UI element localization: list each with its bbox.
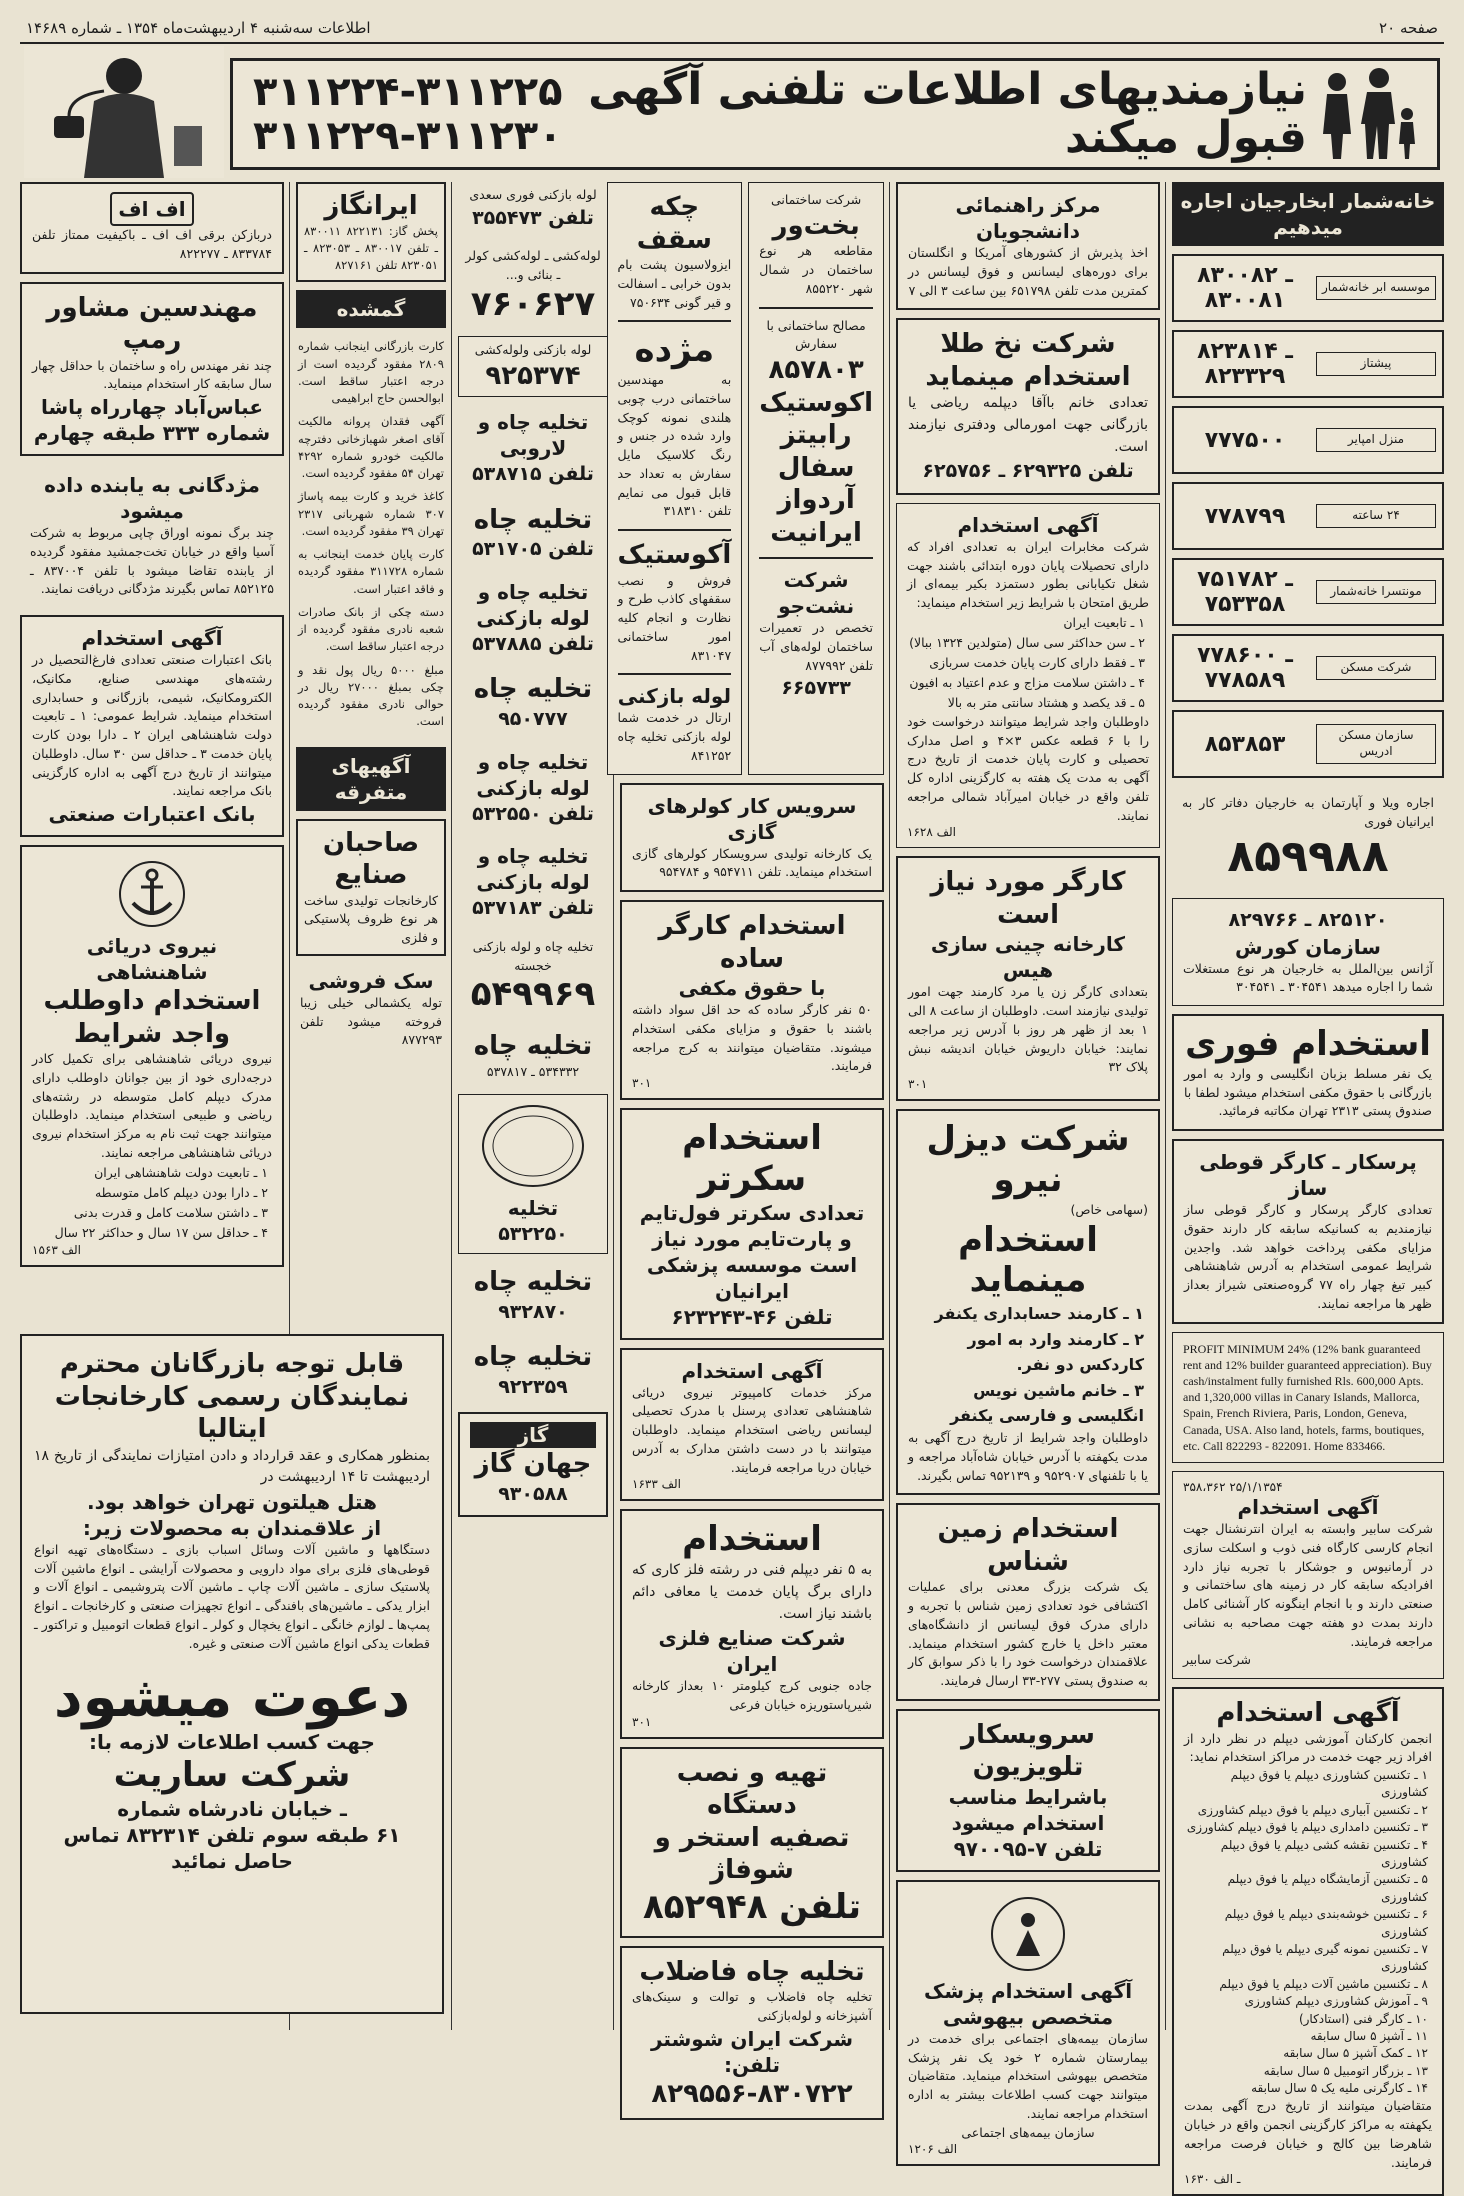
- divider: [759, 307, 873, 309]
- jahan-gas-ad: [458, 1412, 608, 1517]
- agency-box: [1172, 710, 1444, 778]
- rent-villa-text: اجاره ویلا و آپارتمان به خارجیان دفاتر کار به ایرانیان فوری: [1182, 795, 1434, 829]
- banner-phones-line-1: ۳۱۱۲۲۴-۳۱۱۲۲۵: [253, 69, 563, 115]
- profit-ad: [1172, 1332, 1444, 1463]
- banner-phones: [253, 70, 563, 158]
- boiler-ad: [620, 1747, 884, 1938]
- plumbing-item: [458, 182, 608, 235]
- worker-needed-sub: کارخانه چینی سازی هیس: [930, 932, 1126, 983]
- column-rule: [1165, 182, 1166, 2030]
- computer-hire-ad: [620, 1348, 884, 1502]
- sewer-title: تخلیه چاه فاضلاب: [639, 1956, 865, 1987]
- rent-villa-ad: [1172, 786, 1444, 890]
- list-item: ۳ ـ داشتن سلامت کامل و قدرت بدنی: [73, 1204, 268, 1220]
- list-item: ۱۱ ـ آشپز ۵ سال سابقه: [1310, 2028, 1428, 2043]
- notice-intro: از علاقمندان به محصولات زیر:: [82, 1515, 382, 1540]
- navy-title: نیروی دریائی شاهنشاهی: [86, 934, 218, 984]
- computer-hire-title: آگهی استخدام: [681, 1358, 823, 1383]
- divider: [618, 529, 732, 531]
- gas-phone: ۹۳۰۵۸۸: [498, 1482, 568, 1505]
- students-center-title: مرکز راهنمائی دانشجویان: [955, 193, 1101, 243]
- tech-hire-address: جاده جنوبی کرج کیلومتر ۱۰ بعداز کارخانه شیرپاستوریزه خیابان فرعی: [632, 1678, 872, 1712]
- plumbing-phone: ۹۲۲۳۵۹: [498, 1375, 568, 1398]
- sabir-sign: شرکت سابیر: [1183, 1652, 1251, 1668]
- agency-name: ۲۴ ساعته: [1316, 504, 1436, 528]
- diesel-nirou-hiring: استخدام مینماید: [958, 1219, 1098, 1301]
- navy-head: استخدام داوطلب واجد شرایط: [43, 986, 261, 1049]
- banner-title: نیازمندیهای اطلاعات تلفنی آگهی قبول میکند: [588, 63, 1307, 163]
- list-item: ۱۳ ـ بزرگار اتومبیل ۵ سال سابقه: [1263, 2063, 1428, 2078]
- column-6: [20, 182, 284, 1257]
- list-item: ۳ ـ تکنسین دامداری دیپلم یا فوق دیپلم کشاورزی: [1186, 1820, 1428, 1835]
- computer-hire-text: مرکز خدمات کامپیوتر نیروی دریائی شاهنشاهی تعدادی پرسنل با مدرک تحصیلی لیسانس ریاضی استخدام مینماید. داوطلبان میتوانند با در دست داشتن مدارک به آدرس خیابان دریا مراجعه فرمایند.: [632, 1384, 872, 1475]
- agri-hire-list: [1184, 1767, 1432, 2097]
- reward-ad: [20, 464, 284, 607]
- boiler-sub: تصفیه استخر و شوفاژ: [654, 1822, 850, 1886]
- takhlieh-label: تخلیه: [507, 1195, 559, 1220]
- agri-hire-ref: ۱۶۳۰ ـ الف: [1184, 2172, 1241, 2187]
- list-item: ۹ ـ آموزش کشاورزی دیپلم کشاورزی: [1244, 1994, 1428, 2009]
- geologist-text: یک شرکت بزرگ معدنی برای عملیات اکتشافی خود تعدادی زمین شناس با تجربه و دارای مدرک فوق لیسانس از دانشگاه‌های معتبر داخل یا خارج کشور استخدام مینماید. علاقمندان درخواست خود را با ذکر سوابق کار به صندوق پستی ۲۷۷-۳۳ ارسال فرمایند.: [908, 1579, 1148, 1689]
- column-4: [458, 182, 608, 2030]
- agency-name: سازمان مسکن ادریس: [1316, 724, 1436, 763]
- gold-thread-text: تعدادی خانم باآقا دیپلمه ریاضی یا بازرگانی جهت امورمالی ودفتری نیازمند است.: [908, 395, 1148, 455]
- simple-worker-sub: با حقوق مکفی: [678, 976, 826, 1001]
- sabir-ad: [1172, 1471, 1444, 1679]
- plumbing-item: [458, 336, 608, 397]
- plumbing-phone: تلفن ۵۳۷۸۸۵: [472, 632, 594, 655]
- kourosh-title: سازمان کورش: [1235, 934, 1381, 959]
- list-item: ۴ ـ تکنسین نقشه کشی دیپلم یا فوق دیپلم کشاورزی: [1220, 1837, 1428, 1869]
- plumbing-title: تخلیه چاه: [473, 1031, 593, 1062]
- agency-phone: ۷۵۱۷۸۲ ـ ۷۵۳۳۵۸: [1197, 567, 1293, 617]
- tv-repair-text: باشرایط مناسب استخدام میشود: [948, 1784, 1108, 1835]
- tech-hire-ref: ۳۰۱: [632, 1714, 652, 1729]
- dog-sale-ad: [296, 964, 446, 1054]
- urgent-hire-text: یک نفر مسلط بزبان انگلیسی و وارد به امور بازرگانی با حقوق مکفی استخدام میشود لطفا با صندوق پستی ۲۳۱۳ تهران مکاتبه فرمائید.: [1184, 1065, 1432, 1119]
- plumbing-phone: تلفن ۵۳۸۷۱۵: [472, 463, 594, 486]
- list-item: ۳ ـ خانم ماشین نویس انگلیسی و فارسی یکنفر: [950, 1380, 1144, 1426]
- ff-doorbell-text: دربازکن برقی اف اف ـ باکیفیت ممتاز تلفن ۸۳۳۷۸۴ ـ ۸۲۲۲۷۷: [32, 227, 272, 261]
- rent-villa-phone: ۸۵۹۹۸۸: [1227, 830, 1389, 882]
- divider: [759, 557, 873, 559]
- column-1: [1172, 182, 1444, 2187]
- tech-hire-company: شرکت صنایع فلزی ایران: [658, 1626, 846, 1677]
- profit-text: PROFIT MINIMUM 24% (12% bank guaranteed rent and 12% builder guaranteed appreciation). Buy cash/instalment fully furnished Rls. 600,000 Apts. and 1,320,000 villas in Canary Islands, Mallorca, Spain, French Riviera, Paris, London, Geneva, Canada, USA. Also land, hotels, farms, boutiques, etc. Call 822293 - 822091. Home 833466.: [1183, 1341, 1432, 1453]
- plumbing-title: تخلیه چاه: [473, 504, 593, 535]
- telecom-hire-ad: [896, 503, 1160, 849]
- page-number: صفحه ۲۰: [1379, 19, 1438, 37]
- plumbing-title: تخلیه چاه و لوله بازکنی خجسته: [472, 938, 594, 973]
- computer-hire-ref: الف ۱۶۳۳: [632, 1477, 682, 1492]
- list-item: ۱ ـ کارمند حسابداری یکنفر: [934, 1304, 1144, 1324]
- simple-worker-ad: [620, 900, 884, 1100]
- telecom-hire-list: [907, 613, 1149, 713]
- simple-worker-text: ۵۰ نفر کارگر ساده که حد اقل سواد داشته باشند با حقوق و مزایای مکفی استخدام میشوند. متقاضیان میتوانند به کرج مراجعه فرمایند.: [632, 1002, 872, 1074]
- sewer-phone: ۸۲۹۵۵۶-۸۳۰۷۲۲: [651, 2078, 853, 2109]
- plumbing-item: [458, 934, 608, 1019]
- list-item: ۲ ـ کارمند وارد به امور کاردکس دو نفر.: [967, 1329, 1144, 1375]
- lost-header-text: گمشده: [336, 297, 406, 322]
- notice-company: شرکت ساریت: [113, 1754, 351, 1795]
- agri-hire-footer: متقاضیان میتوانند از تاریخ درج آگهی بمدت یکهفته به مراکز کارگزینی انجمن واقع در خیابان شاهرضا بین کالج و خیابان فرصت مراجعه فرمایند.: [1184, 2098, 1432, 2170]
- worker-needed-ad: [896, 856, 1160, 1101]
- agri-hire-ad: [1172, 1687, 1444, 2196]
- list-item: ۲ ـ دارا بودن دیپلم کامل متوسطه: [94, 1184, 268, 1200]
- agency-name: مونتسرا خانه‌شمار: [1316, 580, 1436, 604]
- lost-item: کاغذ خرید و کارت بیمه پاساژ ۳۰۷ شماره شهربانی ۲۳۱۷ تهران ۳۹ مفقود گردیده است.: [298, 489, 444, 538]
- column-rule: [889, 182, 890, 2030]
- notice-contact: جهت کسب اطلاعات لازمه با:: [89, 1729, 375, 1754]
- ramp-engineers-title: مهندسین مشاور رمپ: [46, 292, 258, 355]
- gold-thread-phone: تلفن ۶۲۹۳۲۵ ـ ۶۲۵۷۵۶: [922, 460, 1134, 483]
- press-worker-ad: [1172, 1139, 1444, 1324]
- plumbing-title: تخلیه چاه و لوله بازکنی: [476, 844, 590, 895]
- nasht-text: تخصص در تعمیرات ساختمان لوله‌های آب تلفن ۸۷۷۹۹۲: [759, 620, 873, 673]
- agri-hire-intro: انجمن کارکنان آموزشی دیپلم در نظر دارد از افراد زیر جهت خدمت در مراکز استخدام نماید:: [1184, 1730, 1432, 1765]
- doctor-hire-title: آگهی استخدام پزشک متخصص بیهوشی: [923, 1978, 1133, 2029]
- irangaz-text: پخش گاز: ۸۲۲۱۳۱ ۸۳۰۰۱۱ ـ تلفن ۸۳۰۰۱۷ ـ ۸۲۳۰۵۳ ـ ۸۲۳۰۵۱ تلفن ۸۲۷۱۶۱: [304, 223, 438, 272]
- mojdeh-text: به مهندسین ساختمانی درب چوبی هلندی نمونه کوچک وارد شده در جنس و رنگ کلاسیک مایل سفارش به تعداد حد قابل قبول می نمایم تلفن ۳۱۸۳۱۰: [617, 372, 732, 519]
- press-worker-text: تعدادی کارگر پرسکار و کارگر قوطی ساز نیازمندیم به کسانیکه سابقه کار دارند حقوق مزایای مکفی پرداخت خواهد شد. واجدین شرایط عمومی استخدام به آدرس شاهنشاهی کبیر تیغ چهار راه ۷۷ گروه‌صنعتی شیراز بعداز ظهر ها مراجعه نمایند.: [1184, 1202, 1432, 1311]
- list-item: ۲ ـ سن حداکثر سی سال (متولدین ۱۳۲۴ ببالا): [909, 634, 1145, 650]
- reward-title: مژدگانی به یابنده داده میشود: [44, 473, 260, 523]
- agency-box: [1172, 558, 1444, 626]
- ramp-engineers-text: چند نفر مهندس راه و ساختمان با حداقل چهار سال سابقه کار استخدام مینماید.: [32, 357, 272, 392]
- doctor-hire-sign: سازمان بیمه‌های اجتماعی: [961, 2124, 1095, 2140]
- tv-repair-phone: تلفن ۷-۹۷۰۰۹۵: [953, 1836, 1103, 1861]
- agency-phone: ۷۷۸۶۰۰ ـ ۷۷۸۵۸۹: [1197, 643, 1293, 693]
- agency-box: [1172, 254, 1444, 322]
- plumbing-item: [458, 405, 608, 492]
- bank-hire-title: آگهی استخدام: [81, 626, 223, 650]
- sewer-ad: [620, 1946, 884, 2121]
- intl-agency-text: آژانس بین‌الملل به خارجیان هر نوع مستغلات شما را اجاره میدهد ۳۰۴۵۴۱ ـ ۳۰۴۵۴۱: [1183, 960, 1433, 995]
- bakhtvar-head: شرکت ساختمانی: [770, 192, 862, 207]
- plumbing-title: تخلیه چاه و لوله بازکنی: [476, 579, 590, 630]
- tech-hire-ad: [620, 1509, 884, 1738]
- plumbing-item: [458, 1026, 608, 1085]
- roof-leak-title: چکه سقف: [636, 192, 712, 255]
- students-center-text: اخذ پذیرش از کشورهای آمریکا و انگلستان برای دوره‌های لیسانس و فوق لیسانس در کمترین مدت تلفن ۶۵۱۷۹۸ بین ساعت ۳ الی ۷: [908, 245, 1148, 298]
- lost-item: کارت بازرگانی اینجانب شماره ۲۸۰۹ مفقود گردیده است از درجه اعتبار ساقط است. ابوالحسن حاج ابراهیمی: [298, 339, 444, 405]
- list-item: ۱ ـ تابعیت ایران: [1063, 614, 1145, 630]
- misc-header-text: آگهیهای متفرقه: [331, 753, 411, 804]
- column-3: [617, 182, 884, 2109]
- gold-thread-title: شرکت نخ طلا: [940, 329, 1116, 360]
- family-silhouette-icon: [1307, 64, 1417, 164]
- diesel-nirou-list: [908, 1301, 1148, 1429]
- sahebaan-title: صاحبان صنایع: [322, 827, 420, 890]
- mojdeh-title: مژده: [634, 330, 715, 371]
- plumbing-phone: تلفن ۵۳۷۱۸۳: [472, 897, 594, 920]
- lost-item: مبلغ ۵۰۰۰ ریال پول نقد و چکی بمبلغ ۲۷۰۰۰ ریال در حوالی نادری مفقود گردیده است.: [298, 662, 445, 729]
- irangaz-title: ایرانگاز: [324, 191, 418, 221]
- agency-name: شرکت مسکن: [1316, 656, 1436, 680]
- notice-text: بمنظور همکاری و عقد قرارداد و دادن امتیازات نمایندگی از تاریخ ۱۸ اردیبهشت تا ۱۴ اردیبهشت در: [34, 1447, 430, 1486]
- list-item: ۵ ـ قد یکصد و هشتاد سانتی متر به بالا: [947, 694, 1145, 710]
- insurance-emblem-icon: [983, 1894, 1073, 1974]
- plumbing-item: [458, 243, 608, 328]
- secretary-phone: تلفن ۴۶-۶۲۳۲۴۳: [671, 1304, 833, 1329]
- banner-phones-line-2: ۳۱۱۲۲۹-۳۱۱۲۳۰: [253, 113, 563, 159]
- list-item: ۱ ـ تکنسین کشاورزی دیپلم یا فوق دیپلم کشاورزی: [1230, 1768, 1428, 1800]
- ff-doorbell-ad: [20, 182, 284, 274]
- plumbing-phone: ۹۵۰۷۷۷: [498, 707, 568, 730]
- takhlieh-phone: ۵۳۲۲۵۰: [498, 1222, 568, 1245]
- plumbing-item: [458, 745, 608, 832]
- plumbing-phone: تلفن ۳۵۵۴۷۳: [472, 206, 594, 229]
- plumbing-phone: ۷۶۰۶۲۷: [470, 283, 596, 324]
- agency-phone: ۸۳۰۰۸۲ ـ ۸۳۰۰۸۱: [1197, 263, 1293, 313]
- plumbing-phone: ۹۳۲۸۷۰: [498, 1300, 568, 1323]
- pipe-text: ارتال در خدمت شما لوله بازکنی تخلیه چاه ۸۴۱۲۵۲: [617, 710, 732, 763]
- navy-anchor-icon: [117, 859, 187, 929]
- newspaper-page: [20, 14, 1444, 2187]
- plumbing-title: لوله بازکنی ولوله‌کشی: [474, 341, 592, 357]
- gas-label: گاز: [470, 1422, 596, 1448]
- agri-hire-title: آگهی استخدام: [1216, 1698, 1400, 1729]
- acoustic-list: اکوستیک رابیتز سفال آردواز ایرانیت: [759, 387, 873, 548]
- sabir-ref: ۳۵۸،۳۶۲ ۲۵/۱/۱۳۵۴: [1183, 1480, 1283, 1495]
- diesel-nirou-text: داوطلبان واجد شرایط از تاریخ درج آگهی به مدت یکهفته با آدرس خیابان شاه‌آباد مراجعه و یا با تلفنهای ۹۵۲۹۰۷ و ۹۵۲۱۳۹ تماس بگیرند.: [908, 1430, 1148, 1483]
- geologist-ad: [896, 1503, 1160, 1701]
- navy-hire-ad: [20, 845, 284, 1267]
- plumbing-item: [458, 839, 608, 926]
- lost-item: کارت پایان خدمت اینجانب به شماره ۳۱۱۷۲۸ مفقود گردیده و فاقد اعتبار است.: [298, 547, 444, 596]
- irangaz-ad: [296, 182, 446, 282]
- list-item: ۱۴ ـ کارگرنی ملیه یک ۵ سال سابقه: [1251, 2081, 1428, 2096]
- pipe-title: لوله بازکنی: [617, 684, 731, 709]
- list-item: ۵ ـ تکنسین آزمایشگاه دیپلم یا فوق دیپلم کشاورزی: [1227, 1872, 1428, 1904]
- telephone-lady-illustration: [24, 46, 224, 178]
- sewer-text: تخلیه چاه فاضلاب و توالت و سینک‌های آشپزخانه و لوله‌بازکنی: [632, 1989, 872, 2023]
- sabir-text: شرکت سابیر وابسته به ایران انترنشنال جهت انجام کارسی کارگاه فنی ذوب و اسکلت سازی در آرمانیوس و جوشکار با تجربه نیاز دارد افرادیکه سابقه کار در زمینه های ساختمانی و صنعتی دارند و با انجام اینگونه کار آشنائی کامل دارند بمدت دو هفته جهت مصاحبه به نشانی مراجعه فرمایند.: [1183, 1521, 1433, 1649]
- materials-phone: ۸۵۷۸۰۳: [768, 355, 864, 385]
- notice-products: دستگاهها و ماشین آلات وسائل اسباب بازی ـ دستگاه‌های تهیه انواع قوطی‌های فلزی برای مواد دارویی و محصولات آرایشی ـ انواع ماشین آلات پلاستیک سازی ـ ماشین آلات چاپ ـ ماشین آلات پتروشیمی ـ انواع آلات و ابزار یدکی ـ ماشین‌های بافندگی ـ انواع تجهیزات صنعتی و کارخانجات ـ انواع پمپ‌ها ـ لوازم خانگی ـ انواع یخچال و کولر ـ انواع قطعات اتومبیل و تراکتور ـ قطعات یدکی انواع ماشین آلات صنعتی و غیره.: [34, 1541, 430, 1651]
- nasht-phone: ۶۶۵۷۳۳: [781, 677, 851, 700]
- tech-hire-text: به ۵ نفر دیپلم فنی در رشته فلز کاری که دارای برگ پایان خدمت یا معافی دائم باشند نیاز است.: [632, 1562, 872, 1622]
- students-center-ad: [896, 182, 1160, 310]
- telecom-hire-title: آگهی استخدام: [957, 512, 1099, 537]
- bank-hire-text: بانک اعتبارات صنعتی تعدادی فارغ‌التحصیل در رشته‌های مهندسی صنایع، مکانیک، الکترومکانیک، شیمی، بازرگانی و حسابداری استخدام مینماید. شرایط عمومی: ۱ ـ تابعیت دولت شاهنشاهی ایران ۲ ـ دارا بودن کارت پایان خدمت ۳ ـ حداقل سن ۳۰ سال. داوطلبان میتوانند از تاریخ درج آگهی به اداره کارگزینی بانک مراجعه نمایند.: [32, 652, 272, 799]
- sewer-sub: شرکت ایران شوشتر تلفن:: [650, 2026, 854, 2077]
- notice-floor: ۶۱ طبقه سوم تلفن ۸۳۲۳۱۴ تماس حاصل نمائید: [63, 1822, 401, 1873]
- sabir-title: آگهی استخدام: [1237, 1495, 1379, 1520]
- italian-trade-box: [20, 1334, 444, 2014]
- plumbing-phone: ۹۲۵۳۷۴: [485, 360, 581, 391]
- divider: [618, 673, 732, 675]
- plumbing-title: لوله‌کشی ـ لوله‌کشی کولر ـ بنائی و...: [465, 248, 601, 283]
- agency-phone: ۸۲۳۸۱۴ ـ ۸۲۳۳۲۹: [1197, 339, 1293, 389]
- roof-leak-text: ایزولاسیون پشت بام بدون خرابی ـ اسفالت و قیر گونی ۷۵۰۶۳۴: [617, 257, 732, 310]
- list-item: ۴ ـ حداقل سن ۱۷ سال و حداکثر ۲۲ سال: [54, 1224, 268, 1240]
- kourosh-ad: [1172, 898, 1444, 1006]
- plumbing-phone: تلفن ۵۳۱۷۰۵: [472, 538, 594, 561]
- rental-agencies: [1172, 254, 1444, 778]
- simple-worker-title: استخدام کارگر ساده: [658, 911, 846, 974]
- worker-needed-ref: ۳۰۱: [908, 1077, 928, 1092]
- list-item: ۸ ـ تکنسین ماشین آلات دیپلم یا فوق دیپلم: [1219, 1976, 1428, 1991]
- navy-ref: الف ۱۵۶۳: [32, 1242, 82, 1257]
- misc-header: [296, 747, 446, 811]
- secretary-title: استخدام سکرتر: [682, 1118, 822, 1199]
- boiler-title: تهیه و نصب دستگاه: [676, 1757, 828, 1821]
- rental-header-text: خانه‌شمار ابخارجیان اجاره میدهیم: [1180, 189, 1436, 239]
- takhlieh-seal-icon: [478, 1101, 588, 1191]
- bakhtvar-title: بخت‌ور: [772, 210, 860, 241]
- plumbing-title: تخلیه چاه: [473, 1342, 593, 1373]
- agency-phone: ۷۷۸۷۹۹: [1204, 503, 1286, 529]
- ff-logo: اف اف: [110, 192, 193, 226]
- nasht-title: شرکت نشت‌جو: [778, 568, 855, 618]
- agency-name: منزل امپایر: [1316, 428, 1436, 452]
- agency-name: موسسه ابر خانه‌شمار: [1316, 276, 1436, 300]
- agency-phone: ۸۵۳۸۵۳: [1204, 731, 1286, 757]
- ac-service-title: سرویس کار کولرهای گازی: [647, 793, 857, 844]
- diesel-nirou-title: شرکت دیزل نیرو: [926, 1119, 1130, 1200]
- diesel-nirou-ad: [896, 1109, 1160, 1495]
- notice-invite: دعوت میشود: [53, 1665, 411, 1731]
- gold-thread-sub: استخدام مینماید: [925, 361, 1131, 392]
- ac-service-text: یک کارخانه تولیدی سرویسکار کولر‌های گازی استخدام مینماید. تلفن ۹۵۴۷۱۱ و ۹۵۴۷۸۴: [632, 845, 872, 880]
- agency-name: پیشتاز: [1316, 352, 1436, 376]
- rental-header: [1172, 182, 1444, 246]
- kourosh-phone: ۸۲۵۱۲۰ ـ ۸۲۹۷۶۶: [1228, 909, 1388, 932]
- plumbing-item: [458, 575, 608, 662]
- plumbing-item: [458, 1337, 608, 1404]
- plumbing-title: تخلیه چاه و لوله بازکنی: [476, 749, 590, 800]
- agency-box: [1172, 406, 1444, 474]
- gold-thread-ad: [896, 318, 1160, 495]
- secretary-text: تعدادی سکرتر فول‌تایم و پارت‌تایم مورد نیاز است موسسه پزشکی ایرانیان: [639, 1200, 865, 1303]
- worker-needed-title: کارگر مورد نیاز است: [930, 867, 1126, 930]
- agency-box: [1172, 330, 1444, 398]
- urgent-hire-title: استخدام فوری: [1185, 1024, 1431, 1065]
- sahebaan-text: کارخانجات تولیدی ساخت هر نوع ظروف پلاستیکی و فلزی: [304, 892, 438, 945]
- notice-hotel: هتل هیلتون تهران خواهد بود.: [87, 1489, 377, 1514]
- plumbing-item: [458, 500, 608, 567]
- bank-hire-ad: [20, 615, 284, 837]
- acoustic-text: فروش و نصب سقفهای کاذب طرح و نظارت و انجام کلیه امور ساختمانی ۸۳۱۰۴۷: [617, 572, 732, 663]
- plumbing-item: [458, 669, 608, 736]
- lost-item: آگهی فقدان پروانه مالکیت آقای اصغر شهبازخانی دفترچه مالکیت خودرو شماره ۴۲۹۲ تهران ۵۴ مفقود گردیده است.: [298, 414, 444, 480]
- doctor-hire-ref: ۱۲۰۶ الف: [908, 2142, 958, 2157]
- doctor-hire-text: سازمان بیمه‌های اجتماعی برای خدمت در بیمارستان شماره ۲ خود یک نفر پزشک متخصص بیهوشی استخدام مینماید. متقاضیان میتوانند جهت کسب اطلاعات بیشتر به اداره استخدام مراجعه نمایند.: [908, 2030, 1148, 2121]
- edition-line: اطلاعات سه‌شنبه ۴ اردیبهشت‌ماه ۱۳۵۴ ـ شماره ۱۴۶۸۹: [26, 19, 371, 37]
- press-worker-title: پرسکار ـ کارگر قوطی ساز: [1199, 1150, 1417, 1201]
- urgent-hire-ad: [1172, 1014, 1444, 1131]
- agency-box: [1172, 634, 1444, 702]
- italian-trade-notice: [20, 1334, 444, 2024]
- bank-hire-sign: بانک اعتبارات صنعتی: [48, 802, 256, 826]
- ac-service-ad: [620, 783, 884, 893]
- column-rule: [451, 182, 452, 2030]
- notice-title-1: قابل توجه بازرگانان محترم: [59, 1349, 405, 1379]
- tv-repair-title: سرویسکار تلویزیون: [961, 1719, 1095, 1783]
- lost-header: [296, 290, 446, 328]
- plumbing-title: لوله بازکنی فوری سعدی: [469, 187, 597, 202]
- dog-sale-text: توله یکشمالی خیلی زیبا فروخته میشود تلفن ۸۷۷۲۹۳: [300, 994, 442, 1048]
- notice-title-2: نمایندگان رسمی کارخانجات ایتالیا: [54, 1381, 410, 1444]
- list-item: ۷ ـ تکنسین نمونه گیری دیپلم یا فوق دیپلم کشاورزی: [1222, 1941, 1428, 1974]
- doctor-hire-ad: [896, 1880, 1160, 2167]
- column-2: [896, 182, 1160, 2157]
- sahebaan-ad: [296, 819, 446, 956]
- list-item: ۱۰ ـ کارگر فنی (استادکار): [1298, 2011, 1428, 2026]
- list-item: ۴ ـ داشتن سلامت مزاج و عدم اعتیاد به افیون: [909, 674, 1145, 690]
- tv-repair-ad: [896, 1709, 1160, 1872]
- notice-street: ـ خیابان نادرشاه شماره: [117, 1796, 347, 1821]
- dog-sale-title: سک فروشی: [308, 968, 434, 993]
- masthead: [20, 14, 1444, 44]
- telecom-hire-text: شرکت مخابرات ایران به تعدادی افراد که دارای تحصیلات پایان دوره ابتدائی باشند جهت شغل تکیابانی بطور دستمزد بکیر بیمه‌ای از طریق امتحان با شرایط زیر استخدام مینماید:: [907, 538, 1149, 611]
- diesel-nirou-sub: (سهامی خاص): [1070, 1201, 1148, 1217]
- plumbing-phone: ۵۴۹۹۶۹: [470, 974, 596, 1015]
- construction-pair: [617, 182, 884, 783]
- plumbing-title: تخلیه چاه: [473, 674, 593, 705]
- roof-leak-ad: [607, 182, 743, 775]
- materials-title: مصالح ساختمانی با سفارش: [766, 317, 866, 352]
- navy-list: [32, 1163, 272, 1243]
- navy-text: نیروی دریائی شاهنشاهی برای تکمیل کادر درجه‌داری خود از بین جوانان داوطلب دارای مدرک دیپلم کامل متوسطه در رشته‌های ریاضی و طبیعی استخدام مینماید. داوطلبان میتوانند جهت ثبت نام به مرکز استخدام نیروی دریائی شاهنشاهی مراجعه نمایند.: [32, 1051, 272, 1160]
- tech-hire-title: استخدام: [682, 1519, 822, 1560]
- ramp-engineers-ad: [20, 282, 284, 457]
- ramp-engineers-address: عباس‌آباد چهارراه پاشا شماره ۳۳۳ طبقه چهارم: [33, 395, 271, 445]
- bakhtvar-text: مقاطعه هر نوع ساختمان در شمال شهر ۸۵۵۲۲۰: [759, 243, 873, 296]
- plumbing-item: [458, 1262, 608, 1329]
- agency-phone: ۷۷۷۵۰۰: [1204, 427, 1286, 453]
- plumbing-title: تخلیه چاه و لاروبی: [477, 410, 589, 461]
- lost-item: دسته چکی از بانک صادرات شعبه نادری مفقود گردیده از درجه اعتبار ساقط است.: [298, 604, 444, 654]
- gas-brand: جهان گاز: [474, 1449, 592, 1480]
- plumbing-phone: تلفن ۵۳۲۵۵۰: [472, 802, 594, 825]
- list-item: ۱ ـ تابعیت دولت شاهنشاهی ایران: [94, 1164, 268, 1180]
- list-item: ۲ ـ تکنسین آبیاری دیپلم یا فوق دیپلم کشاورزی: [1197, 1802, 1428, 1817]
- bakhtvar-ad: [748, 182, 884, 775]
- list-item: ۶ ـ تکنسین خوشه‌بندی دیپلم یا فوق دیپلم کشاورزی: [1224, 1907, 1428, 1939]
- agency-box: [1172, 482, 1444, 550]
- list-item: ۳ ـ فقط دارای کارت پایان خدمت سربازی: [929, 654, 1145, 670]
- acoustic-title: آکوستیک: [617, 540, 732, 571]
- boiler-phone: تلفن ۸۵۲۹۴۸: [642, 1886, 862, 1927]
- geologist-title: استخدام زمین شناس: [937, 1514, 1119, 1577]
- telecom-hire-more: داوطلبان واجد شرایط میتوانند درخواست خود را با ۶ قطعه عکس ۳×۴ و اصل مدارک تحصیلی و کارت پایان خدمت از تاریخ درج آگهی به مدت یک هفته به کارگزینی اداره کل تلفن واقع در خیابان امیرآباد شمالی مراجعه نمایند.: [907, 713, 1149, 823]
- takhlieh-logo-ad: [458, 1094, 608, 1255]
- telecom-hire-ref: الف ۱۶۲۸: [907, 825, 957, 840]
- plumbing-phone: ۵۳۴۳۳۲ ـ ۵۳۷۸۱۷: [486, 1063, 580, 1079]
- reward-text: چند برگ نمونه اوراق چاپی مربوط به شرکت آسیا واقع در خیابان تخت‌جمشید مفقود گردیده از یابنده تقاضا میشود با تلفن ۸۳۷۰۰۴ ـ ۸۵۲۱۲۵ تماس بگیرند مژدگانی دریافت نمایند.: [30, 525, 274, 597]
- list-item: ۱۲ ـ کمک آشپز ۵ سال سابقه: [1283, 2046, 1428, 2061]
- worker-needed-text: بتعدادی کارگر زن یا مرد کارمند جهت امور تولیدی نیازمند است. داوطلبان از ساعت ۸ الی ۱ بعد از ظهر هر روز با آدرس زیر مراجعه نمایند: خیابان داریوش خیابان اندیشه نبش پلاک ۳۲: [908, 984, 1148, 1075]
- divider: [618, 320, 732, 322]
- secretary-ad: [620, 1108, 884, 1340]
- classifieds-banner: [230, 58, 1440, 170]
- plumbing-title: تخلیه چاه: [473, 1267, 593, 1298]
- simple-worker-ref: ۳۰۱: [632, 1076, 652, 1091]
- lost-list: [296, 336, 446, 738]
